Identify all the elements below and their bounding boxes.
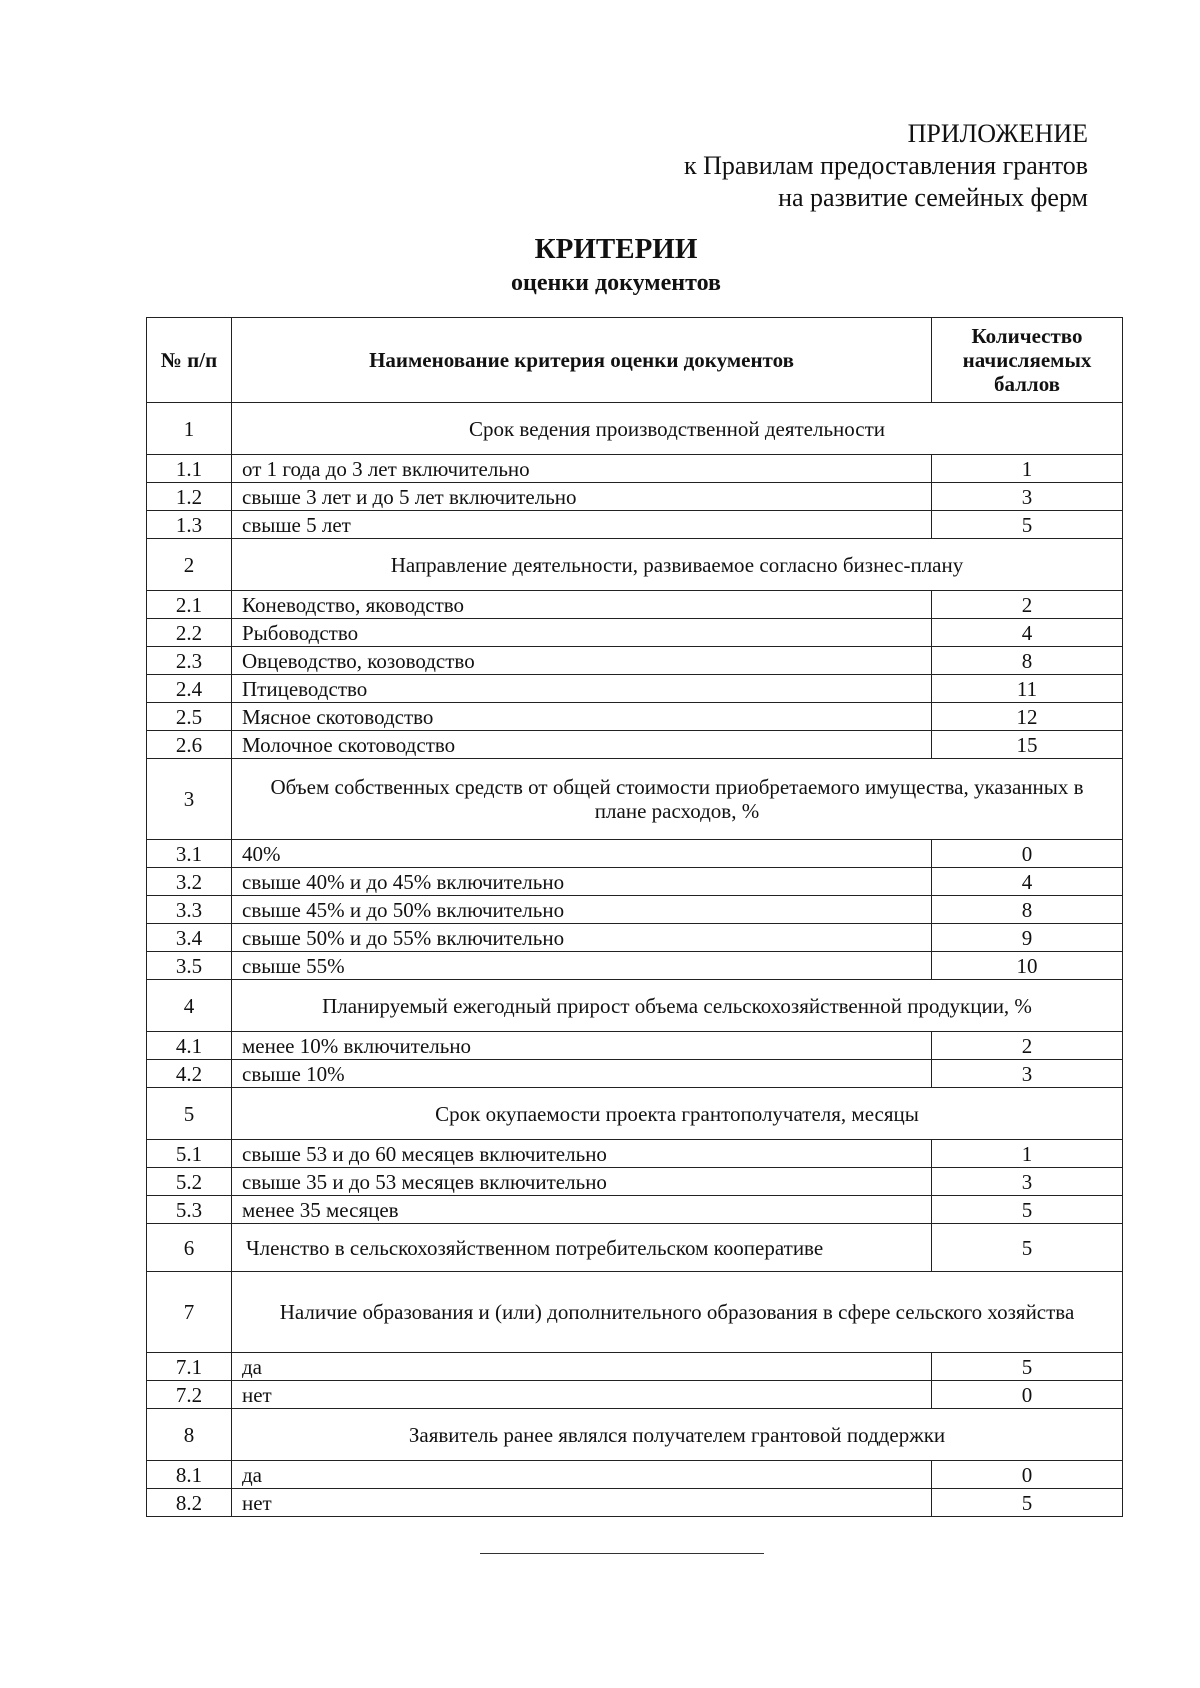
header-number: № п/п — [147, 318, 232, 403]
criteria-table — [146, 317, 1123, 1517]
criterion-points: 3 — [932, 483, 1123, 511]
criterion-points: 8 — [932, 896, 1123, 924]
section-number: 5 — [147, 1088, 232, 1140]
section-row — [147, 1224, 1123, 1272]
end-divider — [480, 1553, 764, 1554]
section-title: Заявитель ранее являлся получателем грантовой поддержки — [232, 1409, 1123, 1461]
criterion-name: да — [232, 1461, 932, 1489]
criterion-name: да — [232, 1353, 932, 1381]
criterion-number: 2.1 — [147, 591, 232, 619]
criterion-points: 1 — [932, 455, 1123, 483]
criterion-number: 3.2 — [147, 868, 232, 896]
criterion-number: 8.1 — [147, 1461, 232, 1489]
header-points: Количество начисляемых баллов — [932, 318, 1123, 403]
criterion-name: Птицеводство — [232, 675, 932, 703]
document-title: КРИТЕРИИ — [534, 233, 698, 265]
criterion-points: 15 — [932, 731, 1123, 759]
criterion-name: свыше 50% и до 55% включительно — [232, 924, 932, 952]
criterion-name: Коневодство, яководство — [232, 591, 932, 619]
section-row — [147, 1272, 1123, 1353]
criterion-name: менее 35 месяцев — [232, 1196, 932, 1224]
criterion-row — [147, 1489, 1123, 1517]
section-title: Объем собственных средств от общей стоимости приобретаемого имущества, указанных в плане расходов, % — [232, 759, 1123, 840]
section-number: 2 — [147, 539, 232, 591]
criterion-row — [147, 619, 1123, 647]
appendix-header — [684, 118, 1088, 214]
criterion-number: 1.2 — [147, 483, 232, 511]
criterion-number: 4.2 — [147, 1060, 232, 1088]
criterion-name: Рыбоводство — [232, 619, 932, 647]
criterion-number: 1.3 — [147, 511, 232, 539]
criterion-number: 5.3 — [147, 1196, 232, 1224]
criterion-row — [147, 1196, 1123, 1224]
criterion-row — [147, 647, 1123, 675]
criterion-points: 2 — [932, 1032, 1123, 1060]
criterion-points: 10 — [932, 952, 1123, 980]
criterion-row — [147, 1140, 1123, 1168]
criterion-row — [147, 455, 1123, 483]
criterion-points: 9 — [932, 924, 1123, 952]
criterion-points: 5 — [932, 1489, 1123, 1517]
criterion-name: свыше 5 лет — [232, 511, 932, 539]
criterion-points: 4 — [932, 868, 1123, 896]
criterion-name: Молочное скотоводство — [232, 731, 932, 759]
appendix-reference: к Правилам предоставления грантов — [683, 151, 1088, 180]
criterion-number: 2.5 — [147, 703, 232, 731]
section-row — [147, 980, 1123, 1032]
section-title: Наличие образования и (или) дополнительного образования в сфере сельского хозяйства — [232, 1272, 1123, 1353]
criterion-row — [147, 952, 1123, 980]
criterion-points: 1 — [932, 1140, 1123, 1168]
criterion-row — [147, 924, 1123, 952]
section-number: 1 — [147, 403, 232, 455]
section-number: 4 — [147, 980, 232, 1032]
section-row — [147, 1409, 1123, 1461]
criterion-name: свыше 53 и до 60 месяцев включительно — [232, 1140, 932, 1168]
criterion-points: 8 — [932, 647, 1123, 675]
section-number: 7 — [147, 1272, 232, 1353]
criterion-name: Овцеводство, козоводство — [232, 647, 932, 675]
criterion-row — [147, 675, 1123, 703]
criterion-row — [147, 1168, 1123, 1196]
criterion-name: менее 10% включительно — [232, 1032, 932, 1060]
criterion-name: свыше 3 лет и до 5 лет включительно — [232, 483, 932, 511]
criterion-row — [147, 840, 1123, 868]
criterion-number: 5.2 — [147, 1168, 232, 1196]
criterion-number: 2.4 — [147, 675, 232, 703]
section-title: Членство в сельскохозяйственном потребительском кооперативе — [232, 1224, 932, 1272]
table-header-row — [147, 318, 1123, 403]
criterion-name: нет — [232, 1489, 932, 1517]
criterion-name: 40% — [232, 840, 932, 868]
criterion-points: 0 — [932, 1381, 1123, 1409]
appendix-label: ПРИЛОЖЕНИЕ — [907, 119, 1088, 148]
criterion-row — [147, 1032, 1123, 1060]
document-subtitle: оценки документов — [511, 270, 721, 296]
criterion-row — [147, 1381, 1123, 1409]
criterion-points: 3 — [932, 1060, 1123, 1088]
criterion-number: 8.2 — [147, 1489, 232, 1517]
criterion-row — [147, 1461, 1123, 1489]
criterion-points: 0 — [932, 1461, 1123, 1489]
criterion-points: 11 — [932, 675, 1123, 703]
criterion-row — [147, 896, 1123, 924]
criterion-points: 3 — [932, 1168, 1123, 1196]
criterion-name: свыше 10% — [232, 1060, 932, 1088]
criterion-name: свыше 55% — [232, 952, 932, 980]
section-number: 3 — [147, 759, 232, 840]
header-criterion-name: Наименование критерия оценки документов — [232, 318, 932, 403]
criterion-name: свыше 40% и до 45% включительно — [232, 868, 932, 896]
criterion-row — [147, 511, 1123, 539]
criterion-number: 3.5 — [147, 952, 232, 980]
criterion-number: 7.1 — [147, 1353, 232, 1381]
criterion-number: 3.3 — [147, 896, 232, 924]
section-title: Планируемый ежегодный прирост объема сельскохозяйственной продукции, % — [232, 980, 1123, 1032]
criterion-points: 5 — [932, 511, 1123, 539]
criterion-name: свыше 35 и до 53 месяцев включительно — [232, 1168, 932, 1196]
section-row — [147, 1088, 1123, 1140]
section-row — [147, 759, 1123, 840]
section-row — [147, 403, 1123, 455]
criterion-row — [147, 1353, 1123, 1381]
section-number: 6 — [147, 1224, 232, 1272]
criterion-row — [147, 731, 1123, 759]
criterion-number: 1.1 — [147, 455, 232, 483]
criterion-points: 12 — [932, 703, 1123, 731]
section-number: 8 — [147, 1409, 232, 1461]
criterion-number: 2.2 — [147, 619, 232, 647]
section-title: Срок окупаемости проекта грантополучателя, месяцы — [232, 1088, 1123, 1140]
section-row — [147, 539, 1123, 591]
criterion-number: 7.2 — [147, 1381, 232, 1409]
criterion-row — [147, 483, 1123, 511]
criterion-row — [147, 703, 1123, 731]
criterion-name: свыше 45% и до 50% включительно — [232, 896, 932, 924]
section-title: Срок ведения производственной деятельности — [232, 403, 1123, 455]
appendix-reference-cont: на развитие семейных ферм — [778, 183, 1088, 212]
criterion-row — [147, 591, 1123, 619]
criterion-number: 3.1 — [147, 840, 232, 868]
section-points: 5 — [932, 1224, 1123, 1272]
criterion-number: 3.4 — [147, 924, 232, 952]
criterion-number: 2.6 — [147, 731, 232, 759]
criterion-row — [147, 1060, 1123, 1088]
criterion-points: 5 — [932, 1353, 1123, 1381]
criterion-points: 5 — [932, 1196, 1123, 1224]
section-title: Направление деятельности, развиваемое согласно бизнес-плану — [232, 539, 1123, 591]
criterion-points: 0 — [932, 840, 1123, 868]
criterion-number: 4.1 — [147, 1032, 232, 1060]
criterion-points: 4 — [932, 619, 1123, 647]
criterion-name: нет — [232, 1381, 932, 1409]
criterion-name: от 1 года до 3 лет включительно — [232, 455, 932, 483]
table-body — [147, 403, 1123, 1517]
criterion-points: 2 — [932, 591, 1123, 619]
criterion-number: 2.3 — [147, 647, 232, 675]
criterion-name: Мясное скотоводство — [232, 703, 932, 731]
criterion-row — [147, 868, 1123, 896]
criterion-number: 5.1 — [147, 1140, 232, 1168]
